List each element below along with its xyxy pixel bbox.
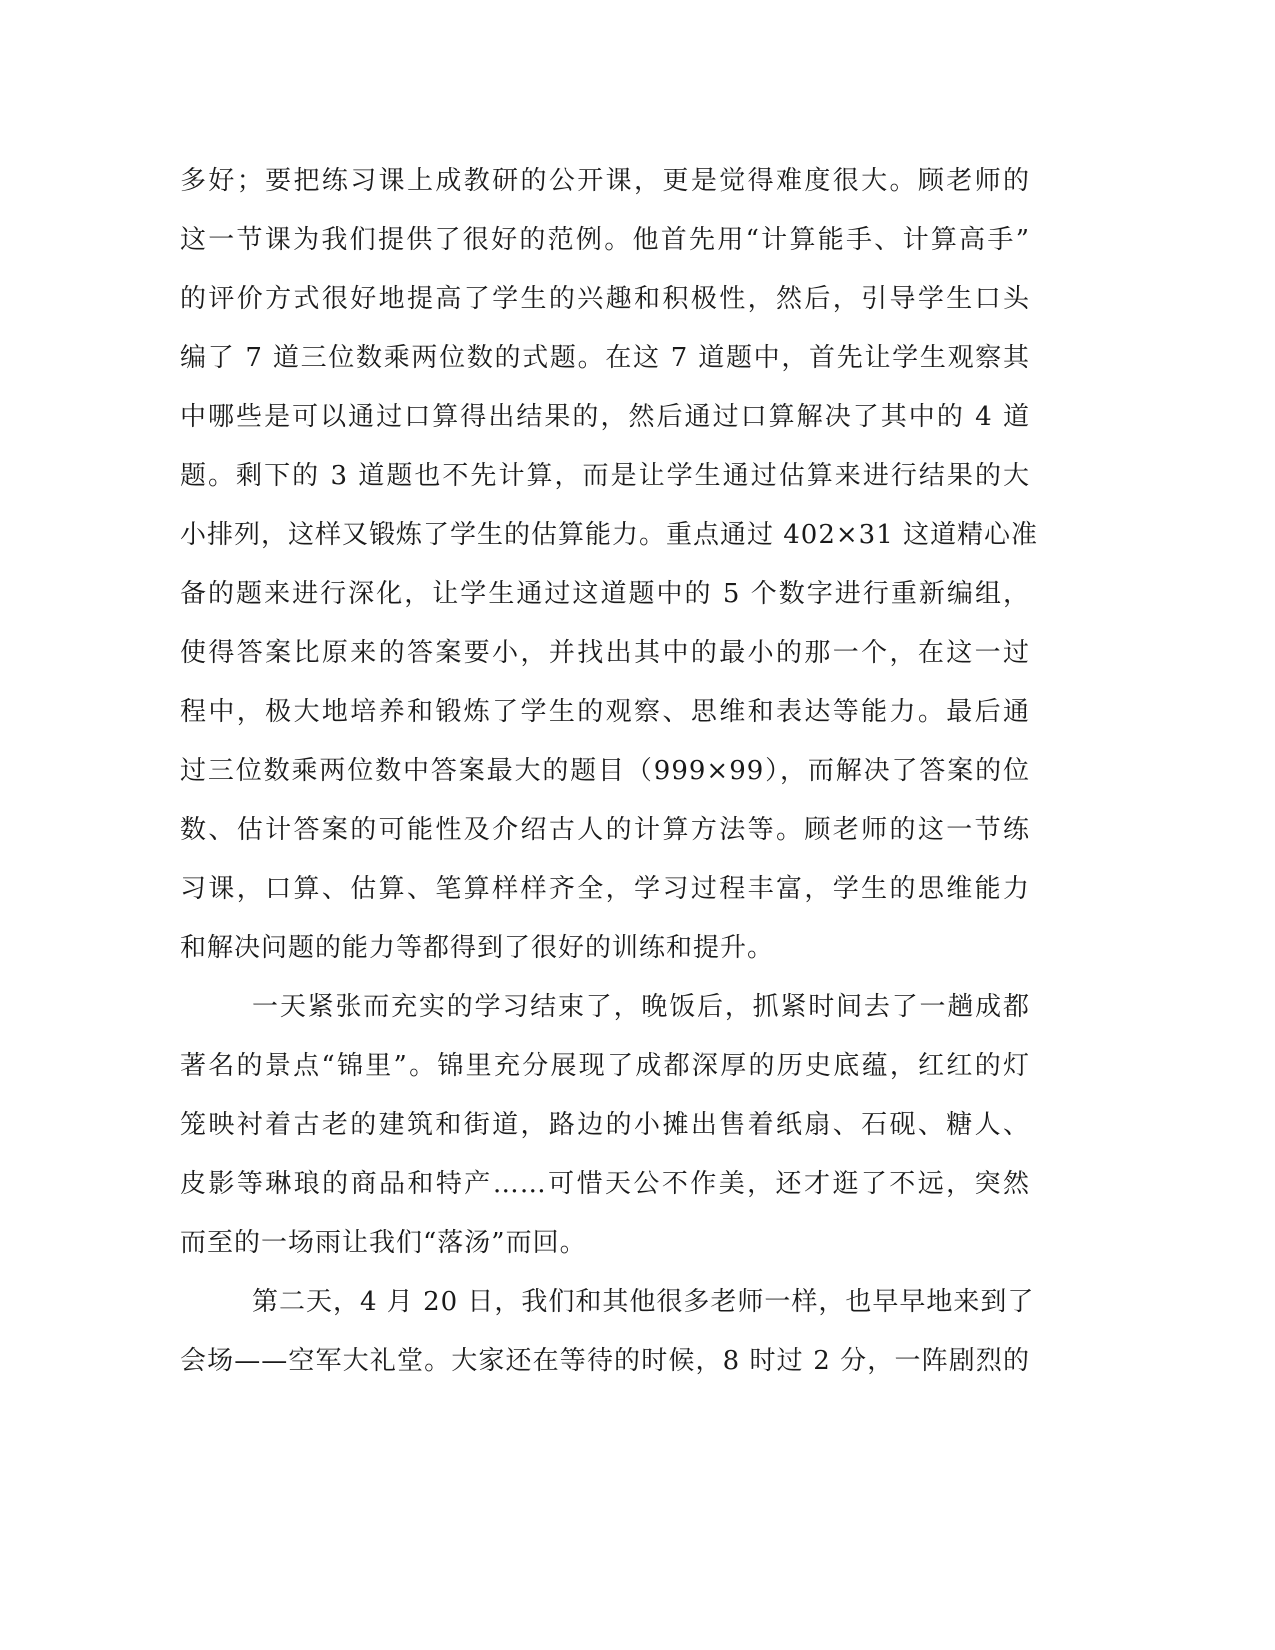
text-line: 会场——空军大礼堂。大家还在等待的时候，8 时过 2 分，一阵剧烈的 <box>180 1346 1030 1376</box>
text-line: 程中，极大地培养和锻炼了学生的观察、思维和表达等能力。最后通 <box>180 697 1030 727</box>
text-line: 数、估计答案的可能性及介绍古人的计算方法等。顾老师的这一节练 <box>180 815 1030 845</box>
text-line: 过三位数乘两位数中答案最大的题目（999×99），而解决了答案的位 <box>180 756 1030 786</box>
text-line: 多好；要把练习课上成教研的公开课，更是觉得难度很大。顾老师的 <box>180 166 1030 196</box>
text-line: 小排列，这样又锻炼了学生的估算能力。重点通过 402×31 这道精心准 <box>180 520 1039 550</box>
text-line: 的评价方式很好地提高了学生的兴趣和积极性，然后，引导学生口头 <box>180 284 1030 314</box>
text-line: 题。剩下的 3 道题也不先计算，而是让学生通过估算来进行结果的大 <box>180 461 1030 491</box>
text-line: 这一节课为我们提供了很好的范例。他首先用“计算能手、计算高手” <box>180 225 1030 255</box>
paragraph-first-line: 第二天，4 月 20 日，我们和其他很多老师一样，也早早地来到了 <box>252 1287 1035 1317</box>
text-line: 皮影等琳琅的商品和特产……可惜天公不作美，还才逛了不远，突然 <box>180 1169 1030 1199</box>
text-line: 编了 7 道三位数乘两位数的式题。在这 7 道题中，首先让学生观察其 <box>180 343 1030 373</box>
text-line: 备的题来进行深化，让学生通过这道题中的 5 个数字进行重新编组， <box>180 579 1030 609</box>
text-line: 著名的景点“锦里”。锦里充分展现了成都深厚的历史底蕴，红红的灯 <box>180 1051 1030 1081</box>
text-line: 中哪些是可以通过口算得出结果的，然后通过口算解决了其中的 4 道 <box>180 402 1030 432</box>
paragraph-first-line: 一天紧张而充实的学习结束了，晚饭后，抓紧时间去了一趟成都 <box>252 992 1030 1022</box>
text-line: 习课，口算、估算、笔算样样齐全，学习过程丰富，学生的思维能力 <box>180 874 1030 904</box>
text-line: 使得答案比原来的答案要小，并找出其中的最小的那一个，在这一过 <box>180 638 1030 668</box>
text-line: 而至的一场雨让我们“落汤”而回。 <box>180 1228 587 1258</box>
text-line: 和解决问题的能力等都得到了很好的训练和提升。 <box>180 933 775 963</box>
text-line: 笼映衬着古老的建筑和街道，路边的小摊出售着纸扇、石砚、糖人、 <box>180 1110 1030 1140</box>
